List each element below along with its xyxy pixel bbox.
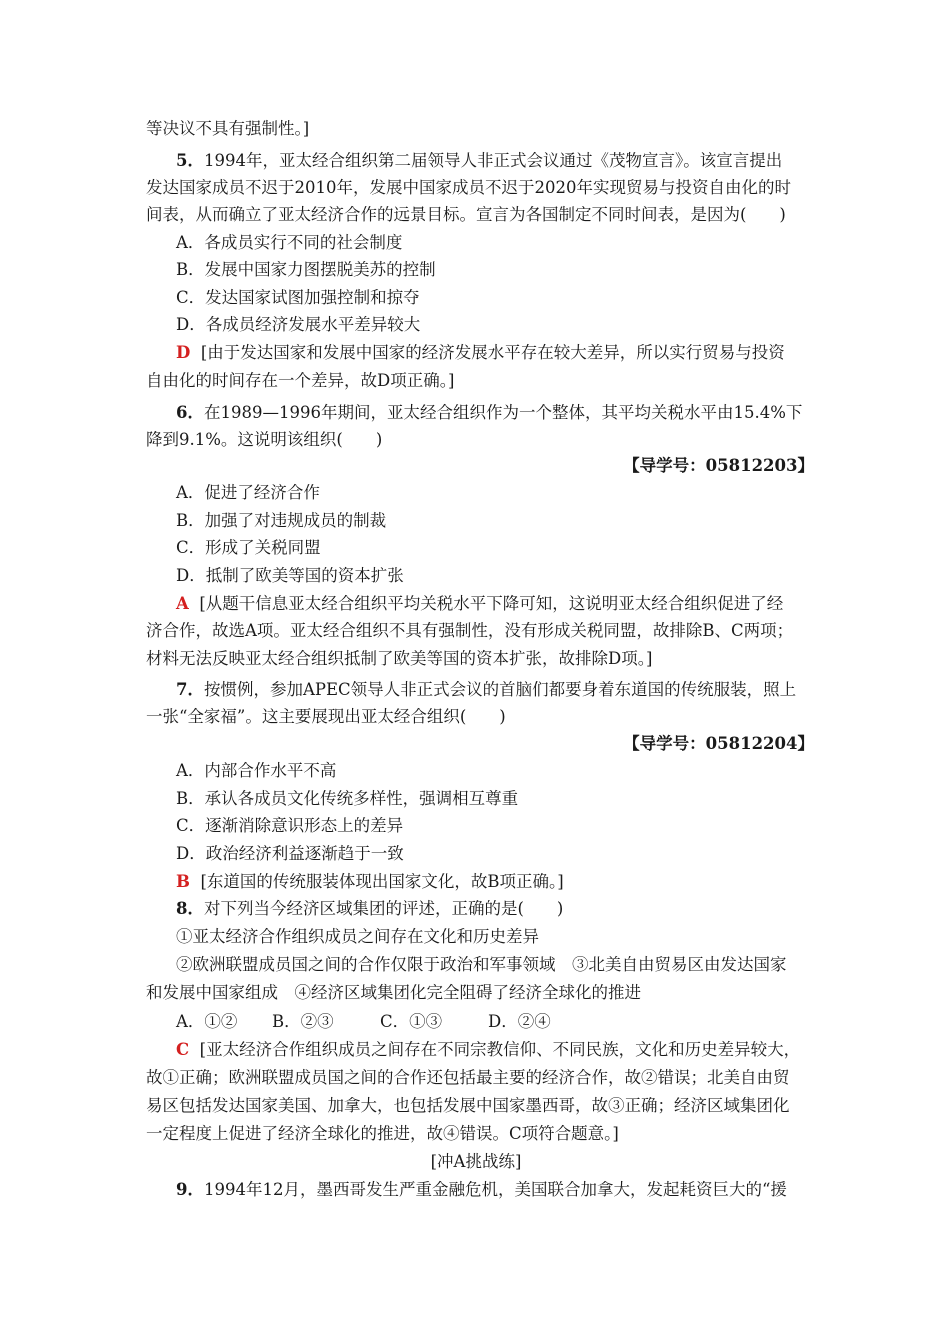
q4-tail: 等决议不具有强制性。] [146,119,310,138]
q6-stem-line-2: 降到9.1%。这说明该组织( ) [146,430,383,449]
q5-option-a: A．各成员实行不同的社会制度 [176,233,403,252]
q7-stem-line-2: 一张“全家福”。这主要展现出亚太经合组织( ) [146,707,506,726]
q7-stem-line-1: 7．按惯例，参加APEC领导人非正式会议的首脑们都要身着东道国的传统服装，照上 [176,680,797,699]
q8-option-b: B．②③ [272,1012,334,1031]
q8-explanation-line-4: 一定程度上促进了经济全球化的推进，故④错误。C项符合题意。] [146,1124,619,1143]
q7-option-a: A．内部合作水平不高 [176,761,337,780]
q8-explanation-line-2: 故①正确；欧洲联盟成员国之间的合作还包括最主要的经济合作，故②错误；北美自由贸 [146,1068,790,1087]
q8-item-line-2: ②欧洲联盟成员国之间的合作仅限于政治和军事领域 ③北美自由贸易区由发达国家 [176,955,787,974]
q7-option-c: C．逐渐消除意识形态上的差异 [176,816,404,835]
q8-option-a: A．①② [176,1012,238,1031]
q6-number: 6． [176,403,204,422]
q8-explanation-line-3: 易区包括发达国家美国、加拿大，也包括发展中国家墨西哥，故③正确；经济区域集团化 [146,1096,790,1115]
q8-number: 8． [176,899,204,918]
q8-options [176,1011,816,1033]
q8-option-c: C．①③ [380,1012,443,1031]
q7-option-d: D．政治经济利益逐渐趋于一致 [176,844,404,863]
q6-option-a: A．促进了经济合作 [176,483,320,502]
q9-stem-line-1: 9．1994年12月，墨西哥发生严重金融危机，美国联合加拿大，发起耗资巨大的“援 [176,1180,787,1199]
q5-option-c: C．发达国家试图加强控制和掠夺 [176,288,420,307]
q7-guide-number: 【导学号：05812204】 [623,734,814,753]
q6-option-b: B．加强了对违规成员的制裁 [176,511,387,530]
q5-explanation-line-1: D [由于发达国家和发展中国家的经济发展水平存在较大差异，所以实行贸易与投资 [176,343,785,362]
q8-item-line-1: ①亚太经济合作组织成员之间存在文化和历史差异 [176,927,539,946]
q6-explanation-line-1: A [从题干信息亚太经合组织平均关税水平下降可知，这说明亚太经合组织促进了经 [176,594,784,613]
q8-explanation-line-1: C [亚太经济合作组织成员之间存在不同宗教信仰、不同民族，文化和历史差异较大， [176,1040,801,1059]
q6-option-d: D．抵制了欧美等国的资本扩张 [176,566,404,585]
q6-option-c: C．形成了关税同盟 [176,538,321,557]
q5-explanation-line-2: 自由化的时间存在一个差异，故D项正确。] [146,371,455,390]
q7-number: 7． [176,680,204,699]
q7-option-b: B．承认各成员文化传统多样性，强调相互尊重 [176,789,519,808]
q8-answer: C [176,1040,190,1059]
q8-item-line-3: 和发展中国家组成 ④经济区域集团化完全阻碍了经济全球化的推进 [146,983,641,1002]
q6-explanation-line-3: 材料无法反映亚太经合组织抵制了欧美等国的资本扩张，故排除D项。] [146,649,653,668]
q6-stem-line-1: 6．在1989—1996年期间，亚太经合组织作为一个整体，其平均关税水平由15.4%下 [176,403,803,422]
q6-explanation-line-2: 济合作，故选A项。亚太经合组织不具有强制性，没有形成关税同盟，故排除B、C两项； [146,621,794,640]
q8-option-d: D．②④ [488,1012,551,1031]
q9-number: 9． [176,1180,204,1199]
q6-guide-number: 【导学号：05812203】 [623,456,814,475]
q7-explanation-line-1: B [东道国的传统服装体现出国家文化，故B项正确。] [176,872,564,891]
section-heading: [冲A挑战练] [430,1152,522,1171]
q8-stem: 8．对下列当今经济区域集团的评述，正确的是( ) [176,899,564,918]
q6-answer: A [176,594,189,613]
q5-answer: D [176,343,191,362]
q5-stem-line-3: 间表，从而确立了亚太经济合作的远景目标。宣言为各国制定不同时间表，是因为( ) [146,205,786,224]
q5-option-b: B．发展中国家力图摆脱美苏的控制 [176,260,436,279]
q7-answer: B [176,872,190,891]
q5-stem-line-2: 发达国家成员不迟于2010年，发展中国家成员不迟于2020年实现贸易与投资自由化的时 [146,178,791,197]
q5-option-d: D．各成员经济发展水平差异较大 [176,315,421,334]
q5-stem-line-1: 5．1994年，亚太经合组织第二届领导人非正式会议通过《茂物宣言》。该宣言提出 [176,151,783,170]
q5-number: 5． [176,151,204,170]
